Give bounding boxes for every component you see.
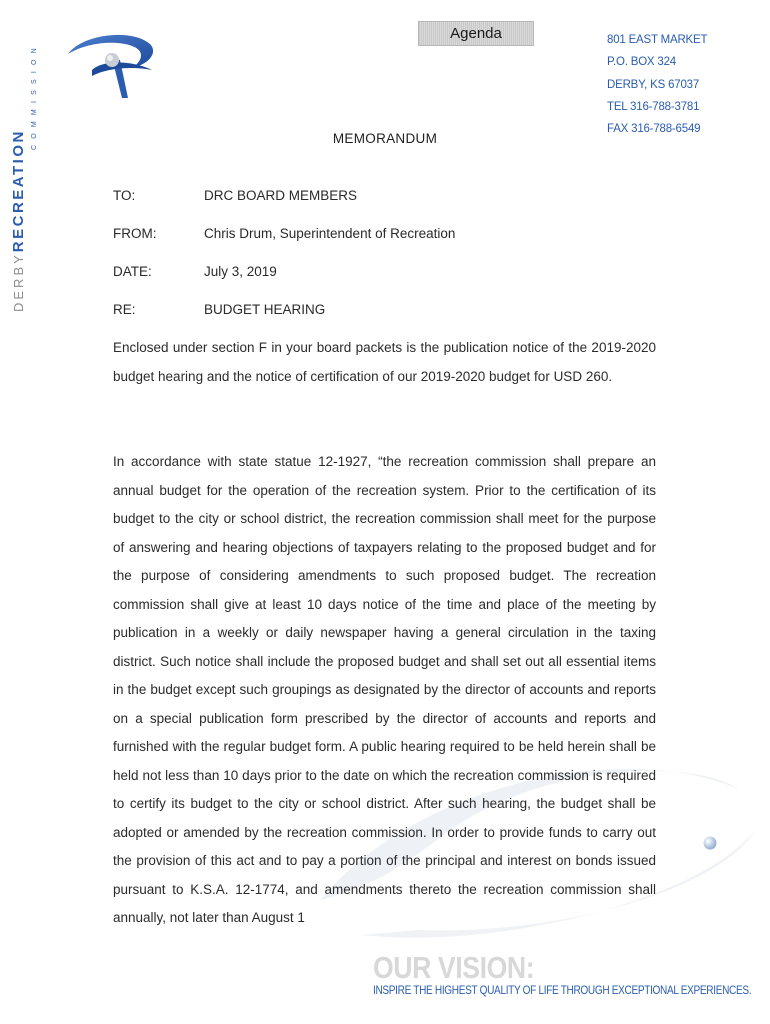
vision-title: OUR VISION: — [373, 950, 535, 985]
body-paragraph-2: In accordance with state statue 12-1927, “the recreation commission shall prepare an annual budget for the operation of the recreation system. Prior to the certification of its budget to the city or school district, the recreation commission shall meet for the purpose of answering and hearing objections of taxpayers relating to the proposed budget and for the purpose of considering amendments to such proposed budget. The recreation commission shall give at least 10 days notice of the time and place of the meeting by publication in a weekly or daily newspaper having a general circulation in the taxing district. Such notice shall include the proposed budget and shall set out all essential items in the budget except such groupings as designated by the director of accounts and reports on a special publication form prescribed by the director of accounts and reports and furnished with the regular budget form. A public hearing required to be held herein shall be held not less than 10 days prior to the date on which the recreation commission is required to certify its budget to the city or school district. After such hearing, the budget shall be adopted or amended by the recreation commission. In order to provide funds to carry out the provision of this act and to pay a portion of the principal and interest on bonds issued pursuant to K.S.A. 12-1774, and amendments thereto the recreation commission shall annually, not later than August 1 — [113, 454, 656, 925]
address-phone: TEL 316-788-3781 — [607, 100, 700, 113]
date-label: DATE: — [113, 264, 152, 279]
vision-text: INSPIRE THE HIGHEST QUALITY OF LIFE THROUGH EXCEPTIONAL EXPERIENCES. — [373, 983, 752, 997]
address-street: 801 EAST MARKET — [607, 34, 708, 46]
agenda-tab — [418, 21, 534, 46]
from-label: FROM: — [113, 226, 157, 241]
address-city: DERBY, KS 67037 — [607, 78, 700, 91]
brand-derby: DERBY — [11, 252, 26, 312]
to-label: TO: — [113, 188, 136, 203]
to-value: DRC BOARD MEMBERS — [204, 188, 358, 203]
bubble-icon — [703, 836, 717, 850]
logo-icon — [62, 30, 158, 102]
from-value: Chris Drum, Superintendent of Recreation — [204, 226, 456, 241]
memo-title: MEMORANDUM — [332, 131, 438, 146]
address-po-box: P.O. BOX 324 — [607, 56, 676, 69]
brand-recreation: RECREATION — [10, 129, 27, 253]
address-fax: FAX 316-788-6549 — [607, 123, 701, 136]
re-label: RE: — [113, 302, 136, 317]
vision-banner — [373, 950, 752, 997]
brand-commission: COMMISSION — [31, 42, 38, 150]
vertical-brand — [10, 129, 28, 312]
date-value: July 3, 2019 — [204, 264, 277, 279]
body-paragraph-1: Enclosed under section F in your board packets is the publication notice of the 2019-2020 budget hearing and the notice of certification of our 2019-2020 budget for USD 260. — [113, 340, 656, 384]
re-value: BUDGET HEARING — [204, 302, 326, 317]
agenda-tab-label: Agenda — [450, 25, 502, 42]
address-block — [607, 29, 767, 140]
